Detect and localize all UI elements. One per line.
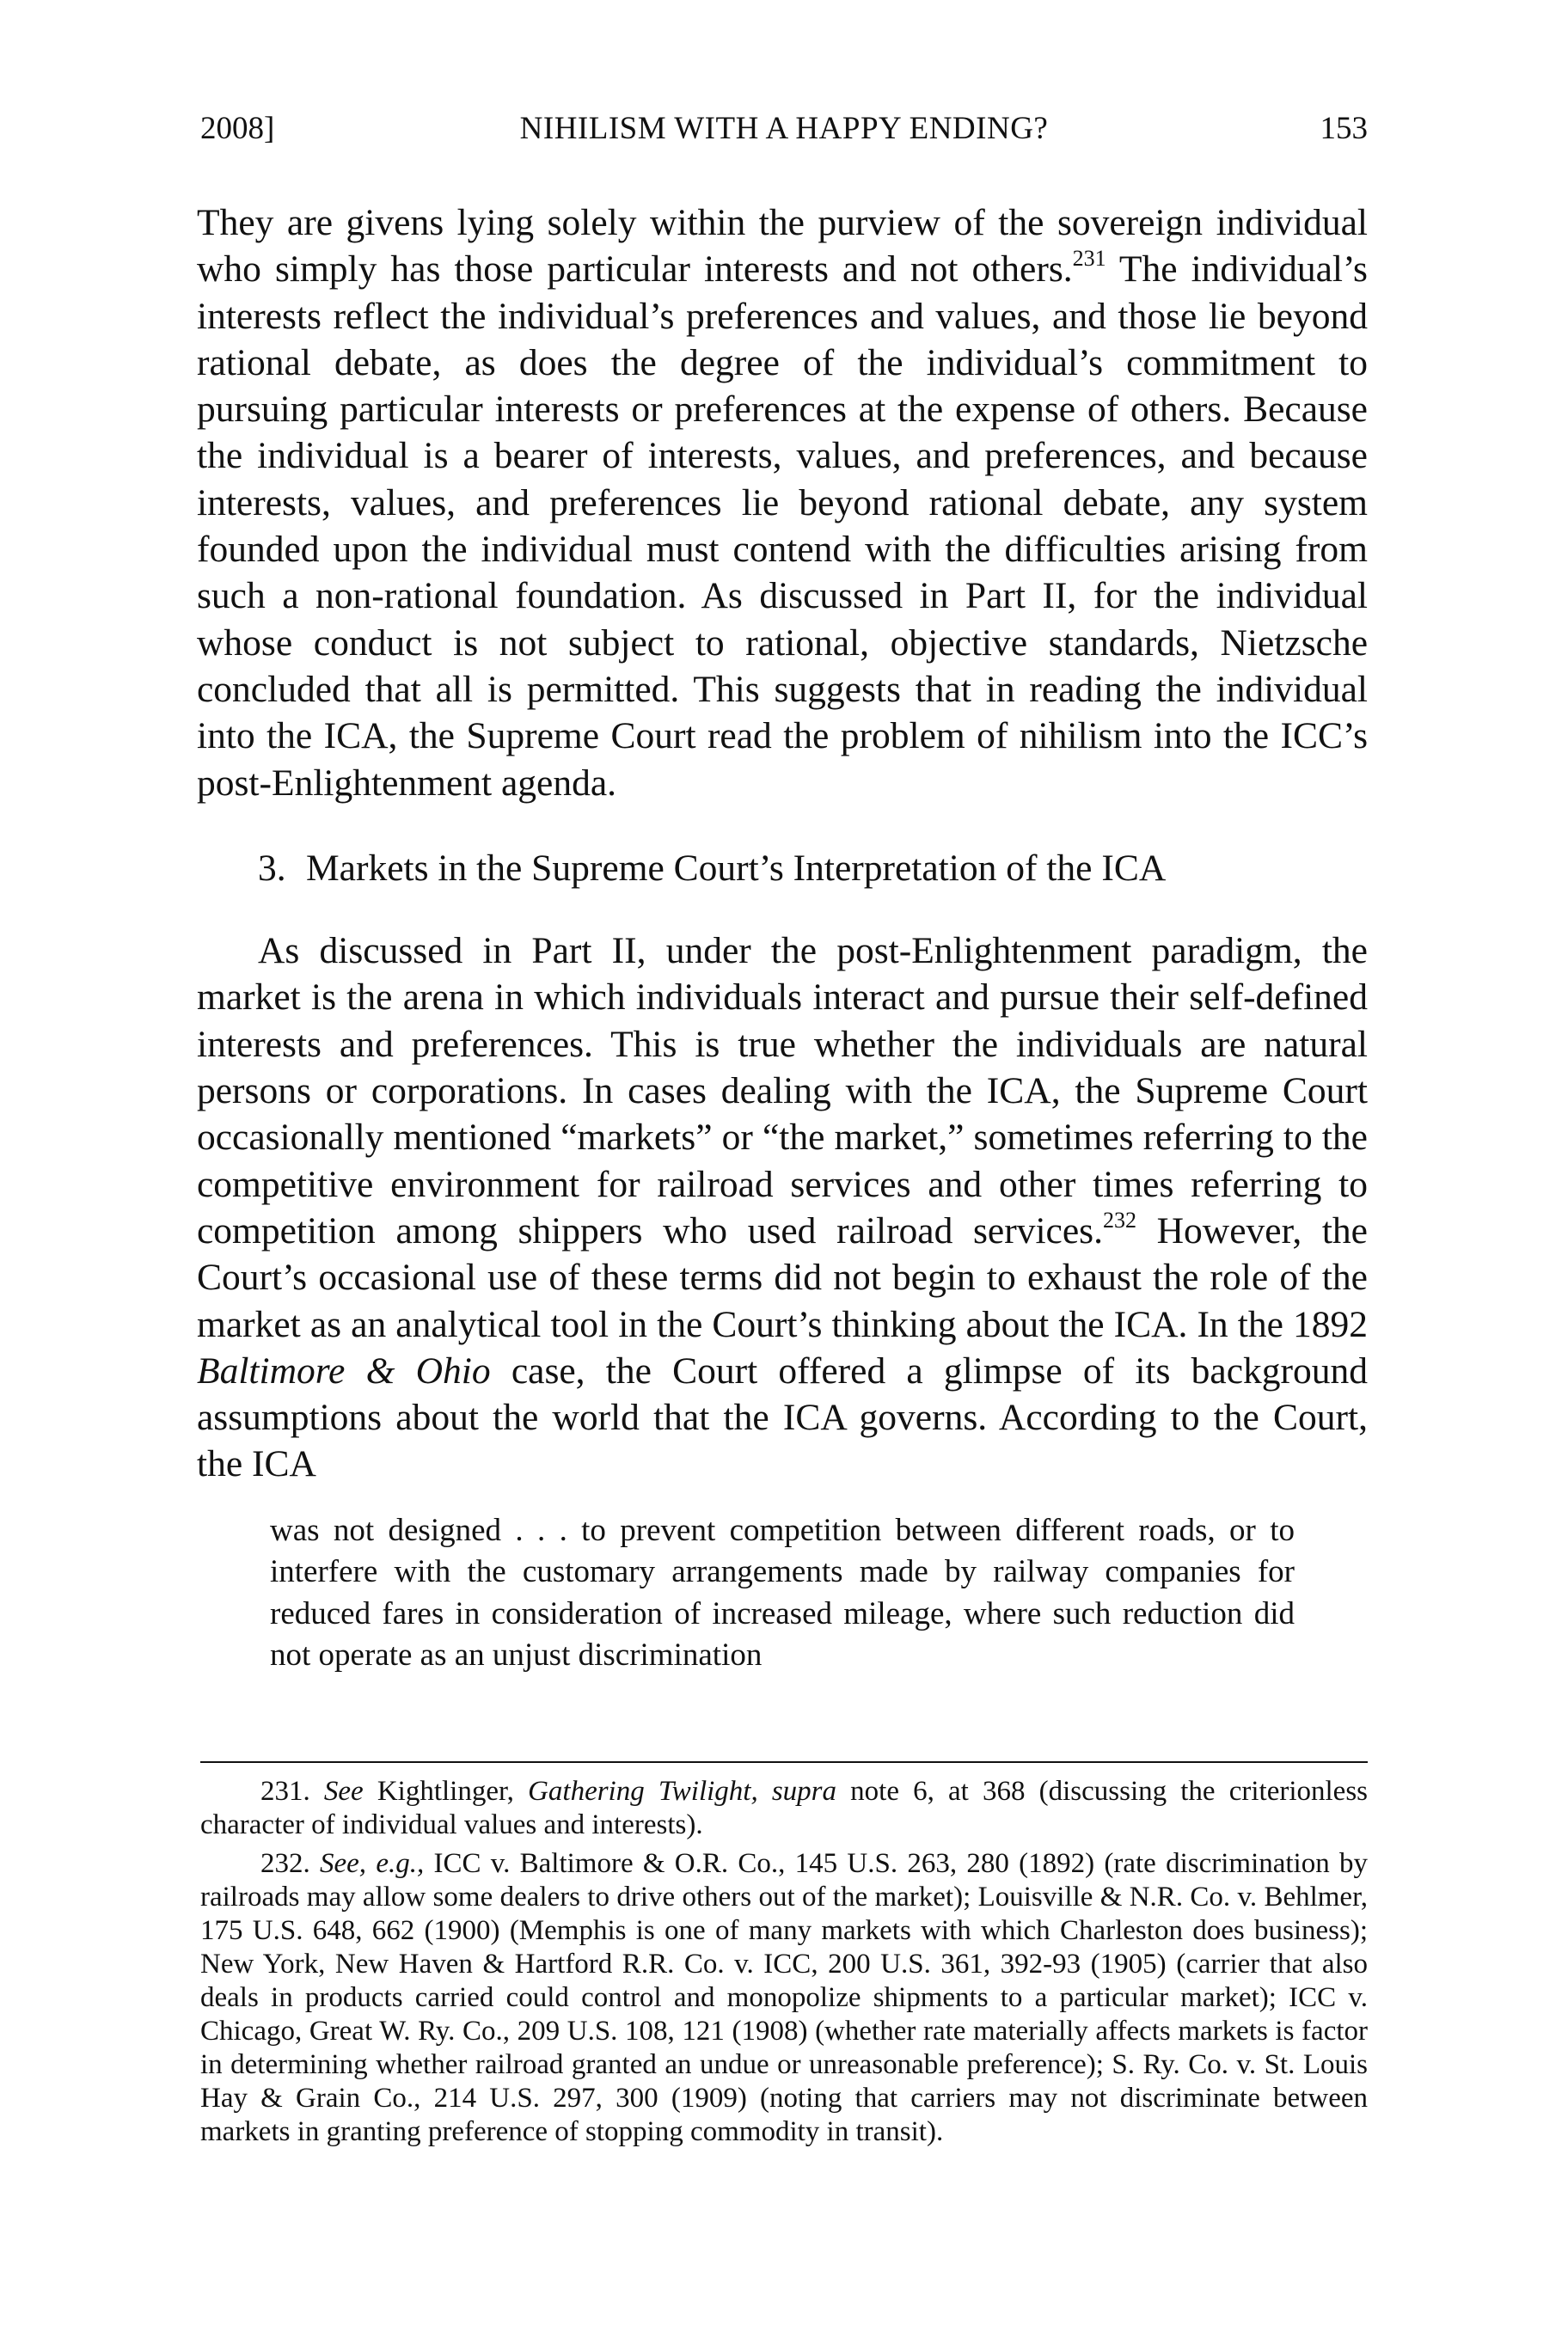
running-header xyxy=(200,107,1368,150)
page-number: 153 xyxy=(1320,111,1368,146)
section-title: Markets in the Supreme Court’s Interpretation of the ICA xyxy=(306,847,1167,889)
footnote-231-work: Gathering Twilight, supra xyxy=(528,1776,837,1807)
main-text xyxy=(197,199,1368,1677)
paragraph-2-text-a: As discussed in Part II, under the post-Enlightenment paradigm, the market is the arena in which individuals interact and pursue their self-defined interests and preferences. This is true whether the individuals are natural persons or corporations. In cases dealing with the ICA, the Supreme Court occasionally mentioned “markets” or “the market,” sometimes referring to the competitive environment for railroad services and other times referring to competition among shippers who used railroad services. xyxy=(197,930,1368,1252)
footnote-231-number: 231. xyxy=(260,1776,310,1807)
footnote-231-signal: See xyxy=(323,1776,364,1807)
header-year: 2008] xyxy=(200,111,275,146)
case-name: Baltimore & Ohio xyxy=(197,1350,491,1392)
block-quote: was not designed . . . to prevent competition between different roads, or to interfere with the customary arrangements made by railway companies for reduced fares in consideration of increased mileage, where such reduction did not operate as an unjust discrimination xyxy=(270,1512,1295,1674)
paragraph-2-text-c: case, the Court offered a glimpse of its background assumptions about the world that the ICA governs. According to the Court, the ICA xyxy=(197,1350,1368,1485)
section-heading xyxy=(197,845,1368,891)
footnote-232 xyxy=(200,1847,1368,2149)
footnote-232-rest: ICC v. Baltimore & O.R. Co., 145 U.S. 263, 280 (1892) (rate discrimination by railroads may allow some dealers to drive others out of the market); Louisville & N.R. Co. v. Behlmer, 175 U.S. 648, 662 (1900) (Memphis is one of many markets with which Charleston does business); New York, New Haven & Hartford R.R. Co. v. ICC, 200 U.S. 361, 392-93 (1905) (carrier that also deals in products carried could control and monopolize shipments to a particular market); ICC v. Chicago, Great W. Ry. Co., 209 U.S. 108, 121 (1908) (whether rate materially affects markets is factor in determining whether railroad granted an undue or unreasonable preference); S. Ry. Co. v. St. Louis Hay & Grain Co., 214 U.S. 297, 300 (1909) (noting that carriers may not discriminate between markets in granting preference of stopping commodity in transit). xyxy=(200,1848,1368,2147)
footnote-232-signal: See, e.g., xyxy=(320,1848,425,1879)
paragraph-1 xyxy=(197,199,1368,806)
paragraph-1-text-a: They are givens lying solely within the purview of the sovereign individual who simply has those particular interests and not others. xyxy=(197,202,1368,291)
footnote-231 xyxy=(200,1775,1368,1842)
footnote-divider xyxy=(200,1761,1368,1763)
footnote-ref-231[interactable]: 231 xyxy=(1072,246,1106,272)
footnotes xyxy=(200,1775,1368,2154)
paragraph-1-text-b: The individual’s interests reflect the individual’s preferences and values, and those lie beyond rational debate, as does the degree of the individual’s commitment to pursuing particular interests or preferences at the expense of others. Because the individual is a bearer of interests, values, and preferences, and because interests, values, and preferences lie beyond rational debate, any system founded upon the individual must contend with the difficulties arising from such a non-rational foundation. As discussed in Part II, for the individual whose conduct is not subject to rational, objective standards, Nietzsche concluded that all is permitted. This suggests that in reading the individual into the ICA, the Supreme Court read the problem of nihilism into the ICC’s post-Enlightenment agenda. xyxy=(197,248,1368,804)
footnote-231-author: Kightlinger, xyxy=(363,1776,529,1807)
footnote-231-rest: note 6, at 368 (discussing the criterionless character of individual values and interests). xyxy=(200,1776,1368,1840)
section-number: 3. xyxy=(258,847,286,889)
footnote-232-number: 232. xyxy=(260,1848,310,1879)
running-title: NIHILISM WITH A HAPPY ENDING? xyxy=(519,111,1049,146)
paragraph-2-text-b: However, the Court’s occasional use of these terms did not begin to exhaust the role of the market as an analytical tool in the Court’s thinking about the ICA. In the 1892 xyxy=(197,1209,1368,1345)
paragraph-2 xyxy=(197,927,1368,1488)
footnote-ref-232[interactable]: 232 xyxy=(1102,1207,1136,1233)
